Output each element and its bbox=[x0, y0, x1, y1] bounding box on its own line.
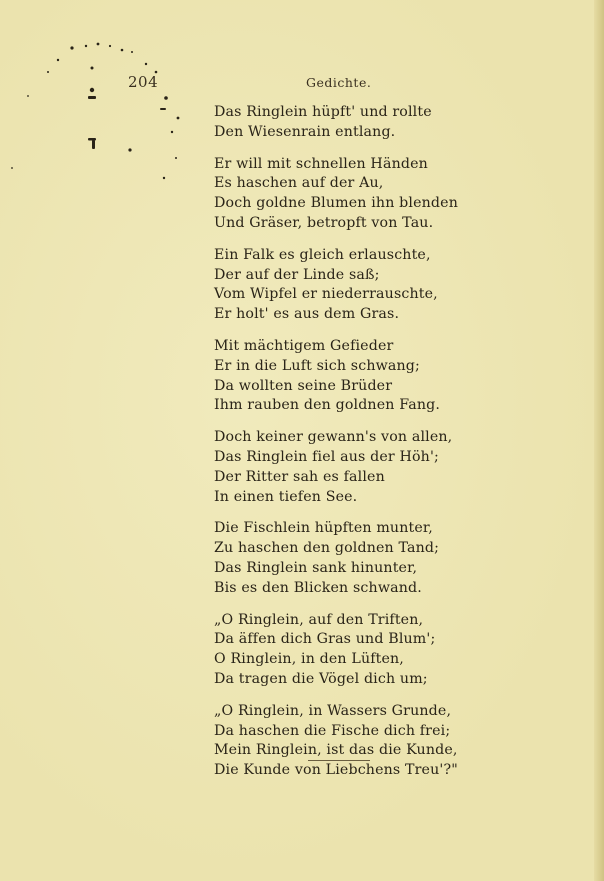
poem bbox=[214, 103, 554, 793]
stanza-3 bbox=[214, 246, 554, 325]
poem-line: „O Ringlein, auf den Triften, bbox=[214, 611, 424, 628]
poem-line: Der auf der Linde saß; bbox=[214, 266, 380, 283]
running-title: Gedichte. bbox=[306, 75, 372, 90]
poem-line: Da äffen dich Gras und Blum'; bbox=[214, 631, 436, 648]
poem-line: Die Fischlein hüpften munter, bbox=[214, 520, 433, 537]
stanza-6 bbox=[214, 519, 554, 598]
poem-line: Ihm rauben den goldnen Fang. bbox=[214, 397, 441, 414]
ink-specks-decoration bbox=[0, 0, 240, 200]
poem-line: Er will mit schnellen Händen bbox=[214, 155, 428, 172]
page-number: 204 bbox=[128, 73, 159, 91]
poem-line: Vom Wipfel er niederrauschte, bbox=[214, 286, 438, 303]
poem-line: Und Gräser, betropft von Tau. bbox=[214, 214, 434, 231]
stanza-1 bbox=[214, 103, 554, 143]
poem-line: Da tragen die Vögel dich um; bbox=[214, 670, 428, 687]
poem-line: Das Ringlein sank hinunter, bbox=[214, 559, 418, 576]
poem-line: Da wollten seine Brüder bbox=[214, 377, 393, 394]
poem-line: Er holt' es aus dem Gras. bbox=[214, 306, 400, 323]
poem-line: Mit mächtigem Gefieder bbox=[214, 337, 394, 354]
poem-line: Mein Ringlein, ist das die Kunde, bbox=[214, 742, 458, 759]
poem-line: In einen tiefen See. bbox=[214, 488, 358, 505]
poem-line: Doch keiner gewann's von allen, bbox=[214, 429, 453, 446]
poem-line: Ein Falk es gleich erlauschte, bbox=[214, 246, 431, 263]
stanza-4 bbox=[214, 337, 554, 416]
poem-line: Der Ritter sah es fallen bbox=[214, 468, 385, 485]
stanza-7 bbox=[214, 611, 554, 690]
poem-line: Doch goldne Blumen ihn blenden bbox=[214, 195, 458, 212]
poem-line: Bis es den Blicken schwand. bbox=[214, 579, 422, 596]
stanza-2 bbox=[214, 155, 554, 234]
poem-line: „O Ringlein, in Wassers Grunde, bbox=[214, 702, 452, 719]
poem-line: Zu haschen den goldnen Tand; bbox=[214, 540, 440, 557]
poem-line: Das Ringlein hüpft' und rollte bbox=[214, 104, 432, 120]
end-rule-divider bbox=[308, 760, 370, 761]
poem-line: O Ringlein, in den Lüften, bbox=[214, 651, 404, 668]
poem-line: Den Wiesenrain entlang. bbox=[214, 123, 396, 140]
page-edge-shadow bbox=[594, 0, 604, 881]
poem-line: Er in die Luft sich schwang; bbox=[214, 357, 420, 374]
poem-line: Die Kunde von Liebchens Treu'?" bbox=[214, 762, 458, 779]
poem-line: Es haschen auf der Au, bbox=[214, 175, 384, 192]
poem-line: Das Ringlein fiel aus der Höh'; bbox=[214, 448, 439, 465]
stanza-8 bbox=[214, 702, 554, 781]
poem-line: Da haschen die Fische dich frei; bbox=[214, 722, 451, 739]
stanza-5 bbox=[214, 428, 554, 507]
